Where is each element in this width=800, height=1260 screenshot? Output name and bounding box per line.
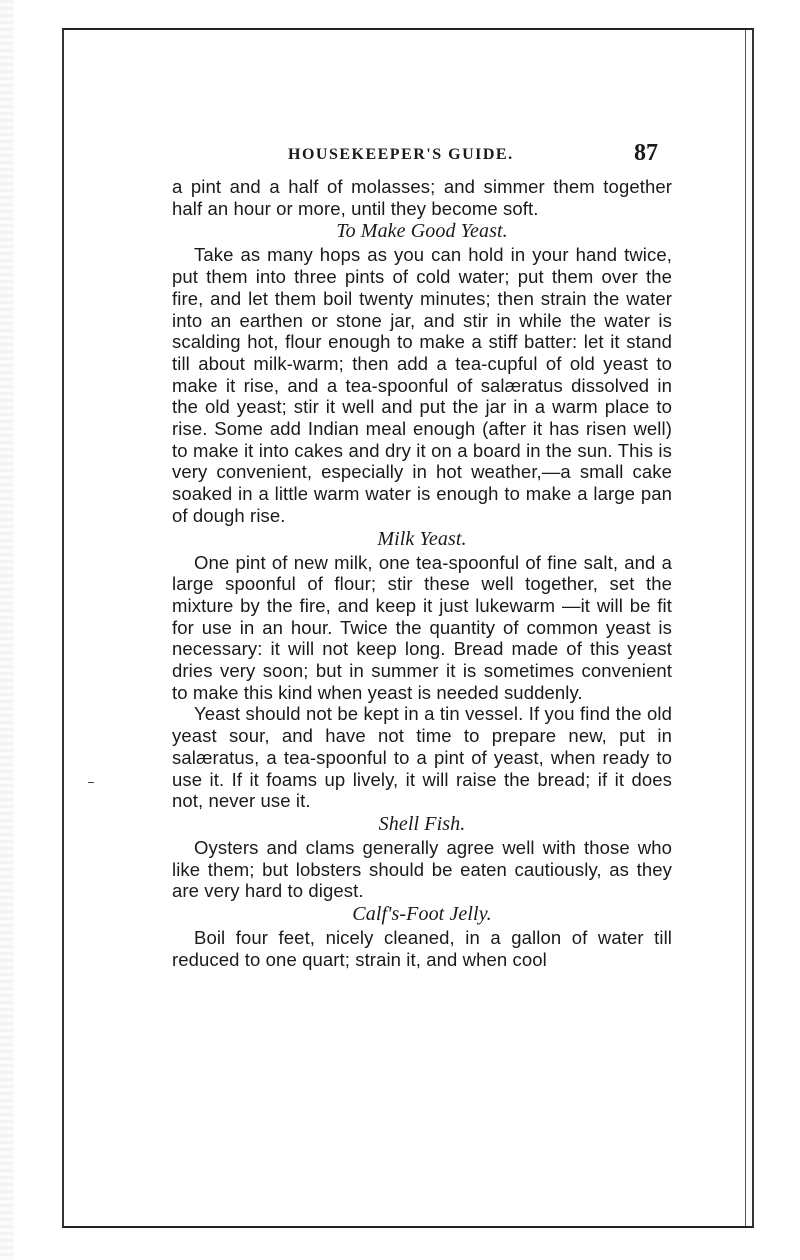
page-number: 87	[634, 140, 658, 166]
paragraph-yeast-vessel: Yeast should not be kept in a tin vessel. If you find the old yeast sour, and have not time to prepare new, put in salæratus, a tea-spoonful to a pint of yeast, when ready to use it. If it foams up lively, it will raise the bread; if it does not, never use it.	[172, 703, 672, 812]
running-head	[168, 140, 658, 170]
paragraph-good-yeast: Take as many hops as you can hold in your hand twice, put them into three pints of cold water; put them over the fire, and let them boil twenty minutes; then strain the water into an earthen or stone jar, and stir in while the water is scalding hot, flour enough to make a stiff batter: let it stand till about milk-warm; then add a tea-cupful of old yeast to make it rise, and a tea-spoonful of salæratus dissolved in the old yeast; stir it well and put the jar in a warm place to rise. Some add Indian meal enough (after it has risen well) to make it into cakes and dry it on a board in the sun. This is very convenient, especially in hot weather,—a small cake soaked in a little warm water is enough to make a large pan of dough rise.	[172, 244, 672, 526]
page-body	[172, 176, 672, 971]
paragraph-calfs-foot-jelly: Boil four feet, nicely cleaned, in a gallon of water till reduced to one quart; strain it, and when cool	[172, 927, 672, 970]
section-heading-calfs-foot-jelly: Calf's-Foot Jelly.	[352, 903, 492, 926]
continuation-paragraph: a pint and a half of molasses; and simmer them together half an hour or more, until they become soft.	[172, 176, 672, 219]
page-border-inner-rule	[745, 30, 746, 1226]
page-edge-shading	[0, 0, 14, 1260]
paragraph-shell-fish: Oysters and clams generally agree well with those who like them; but lobsters should be eaten cautiously, as they are very hard to digest.	[172, 836, 672, 902]
margin-mark	[88, 782, 94, 783]
section-heading-milk-yeast: Milk Yeast.	[377, 527, 467, 550]
section-heading-shell-fish: Shell Fish.	[378, 812, 466, 835]
paragraph-milk-yeast: One pint of new milk, one tea-spoonful of fine salt, and a large spoonful of flour; stir these well together, set the mixture by the fire, and keep it just lukewarm —it will be fit for use in an hour. Twice the quantity of common yeast is necessary: it will not keep long. Bread made of this yeast dries very soon; but in summer it is sometimes convenient to make this kind when yeast is needed suddenly.	[172, 551, 672, 703]
section-heading-good-yeast: To Make Good Yeast.	[336, 220, 508, 243]
running-head-title: HOUSEKEEPER'S GUIDE.	[288, 146, 514, 163]
